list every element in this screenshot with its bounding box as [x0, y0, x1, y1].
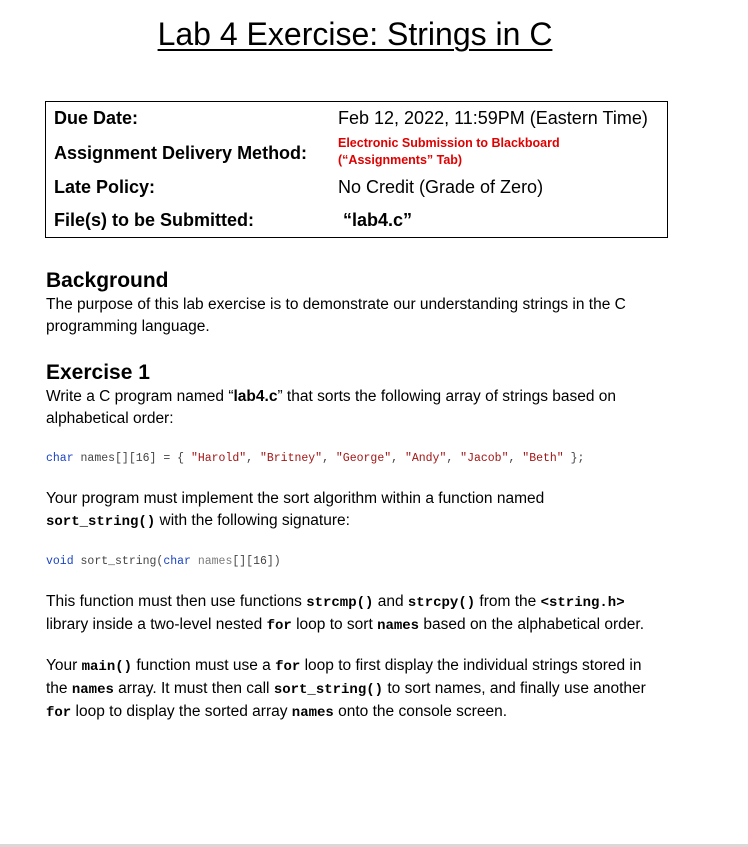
- text-run: Your: [46, 657, 82, 674]
- code-array-declaration: [46, 451, 584, 467]
- code-run: main(): [81, 659, 133, 675]
- code-string-literal: "George": [335, 452, 392, 465]
- code-separator: ,: [446, 452, 461, 465]
- code-end: };: [563, 452, 585, 465]
- text-run: to sort names, and finally use another: [383, 680, 646, 697]
- exercise1-intro: [46, 386, 656, 430]
- signature-function-name: sort_string(): [46, 514, 156, 530]
- intro-text-pre: Write a C program named “: [46, 388, 234, 405]
- text-run: the: [46, 680, 72, 697]
- text-run: onto the console screen.: [333, 703, 508, 720]
- due-date-label: Due Date:: [54, 108, 139, 128]
- code-separator: ,: [508, 452, 523, 465]
- code-run: <string.h>: [540, 595, 625, 611]
- text-run: from the: [475, 593, 541, 610]
- code-param-type: char: [163, 555, 191, 568]
- delivery-method-label: Assignment Delivery Method:: [54, 143, 308, 163]
- code-run: for: [46, 705, 72, 721]
- assignment-info-table: [45, 101, 668, 238]
- code-separator: ,: [322, 452, 336, 465]
- code-separator: ,: [246, 452, 260, 465]
- code-param-tail: [][16]): [232, 555, 281, 568]
- code-run: names: [71, 682, 114, 698]
- background-text: The purpose of this lab exercise is to demonstrate our understanding strings in the C programming language.: [46, 296, 626, 335]
- late-policy-label: Late Policy:: [54, 177, 156, 197]
- text-run: array. It must then call: [113, 680, 274, 697]
- page-title: [0, 14, 710, 54]
- signature-paragraph: [46, 488, 686, 533]
- intro-text-post: ” that sorts the following array of strings based on alphabetical order:: [46, 388, 617, 427]
- late-policy-value: No Credit (Grade of Zero): [338, 177, 544, 197]
- library-paragraph: [46, 591, 706, 637]
- code-run: names: [291, 705, 334, 721]
- due-date-value: Feb 12, 2022, 11:59PM (Eastern Time): [338, 108, 648, 128]
- signature-text-post: with the following signature:: [155, 512, 350, 529]
- code-function-signature: [46, 554, 281, 570]
- text-run: library inside a two-level nested: [46, 616, 267, 633]
- code-string-literal: "Beth": [522, 452, 564, 465]
- code-run: sort_string(): [273, 682, 384, 698]
- signature-text-pre: Your program must implement the sort algorithm within a function named: [46, 490, 545, 507]
- code-separator: ,: [391, 452, 405, 465]
- text-run: loop to display the sorted array: [71, 703, 292, 720]
- intro-file-name: lab4.c: [233, 388, 278, 405]
- background-heading: Background: [46, 269, 169, 292]
- text-run: loop to sort: [291, 616, 378, 633]
- text-run: loop to first display the individual strings stored in: [300, 657, 642, 674]
- delivery-method-value-line1: Electronic Submission to Blackboard: [338, 136, 560, 150]
- code-run: names: [377, 618, 420, 634]
- code-string-literal: "Jacob": [460, 452, 509, 465]
- exercise1-heading: Exercise 1: [46, 361, 150, 384]
- code-return-type: void: [46, 555, 74, 568]
- code-run: for: [266, 618, 292, 634]
- code-run: strcpy(): [407, 595, 476, 611]
- code-run: strcmp(): [306, 595, 374, 611]
- code-string-literal: "Andy": [404, 452, 447, 465]
- code-type-keyword: char: [46, 452, 74, 465]
- code-function: sort_string(: [73, 555, 164, 568]
- code-string-literal: "Britney": [259, 452, 323, 465]
- files-submitted-label: File(s) to be Submitted:: [54, 210, 254, 230]
- delivery-method-value-line2: (“Assignments” Tab): [338, 153, 463, 167]
- code-param-name: names: [190, 555, 233, 568]
- text-run: based on the alphabetical order.: [419, 616, 645, 633]
- code-string-literal: "Harold": [190, 452, 247, 465]
- files-submitted-value: “lab4.c”: [343, 210, 413, 230]
- text-run: This function must then use functions: [46, 593, 307, 610]
- code-decl: names[][16] = {: [73, 452, 191, 465]
- text-run: and: [373, 593, 408, 610]
- text-run: function must use a: [132, 657, 276, 674]
- page-title-text: Lab 4 Exercise: Strings in C: [157, 16, 553, 52]
- code-run: for: [275, 659, 301, 675]
- main-function-paragraph: [46, 655, 706, 724]
